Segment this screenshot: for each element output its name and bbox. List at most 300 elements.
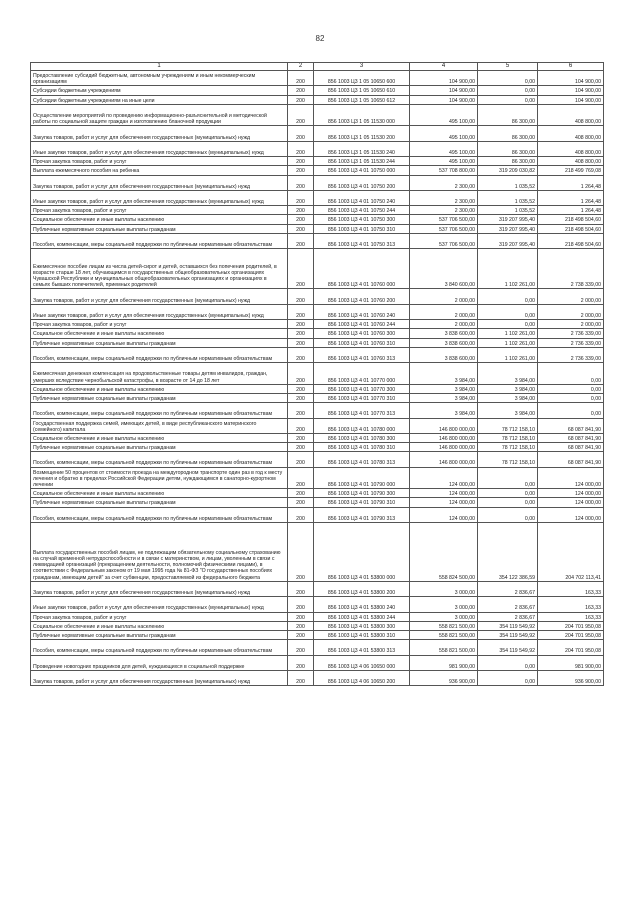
cell-grbs: 200: [288, 141, 314, 156]
cell-grbs: 200: [288, 175, 314, 190]
cell-name: Прочая закупка товаров, работ и услуг: [31, 612, 288, 621]
cell-grbs: 200: [288, 206, 314, 215]
cell-remainder: 124 000,00: [538, 489, 604, 498]
cell-remainder: 124 000,00: [538, 467, 604, 489]
table-row: [31, 489, 604, 498]
cell-executed: 86 300,00: [478, 157, 538, 166]
table-row: [31, 655, 604, 670]
cell-name: Прочая закупка товаров, работ и услуг: [31, 320, 288, 329]
cell-plan: 104 900,00: [410, 71, 478, 86]
cell-name: Осуществление мероприятий по проведению информационно-разъяснительной и методической работы по социальной защите граждан и изготовлению бланочной продукции: [31, 104, 288, 126]
cell-executed: 0,00: [478, 320, 538, 329]
cell-remainder: 0,00: [538, 363, 604, 385]
cell-code: 856 1003 Ц3 1 05 10650 600: [314, 71, 410, 86]
cell-code: 856 1003 Ц3 4 01 10750 300: [314, 215, 410, 224]
cell-name: Социальное обеспечение и иные выплаты населению: [31, 384, 288, 393]
cell-grbs: 200: [288, 215, 314, 224]
table-row: [31, 467, 604, 489]
cell-plan: 3 984,00: [410, 384, 478, 393]
cell-code: 856 1003 Ц3 4 01 10780 300: [314, 433, 410, 442]
cell-plan: 495 100,00: [410, 157, 478, 166]
cell-plan: 495 100,00: [410, 126, 478, 141]
cell-executed: 86 300,00: [478, 104, 538, 126]
table-row: [31, 206, 604, 215]
cell-plan: 2 000,00: [410, 289, 478, 304]
header-col-4: 4: [410, 63, 478, 71]
table-row: [31, 498, 604, 507]
cell-remainder: 163,33: [538, 597, 604, 612]
table-row: [31, 175, 604, 190]
cell-plan: 2 300,00: [410, 206, 478, 215]
cell-name: Закупка товаров, работ и услуг для обеспечения государственных (муниципальных) нужд: [31, 670, 288, 685]
cell-remainder: 68 087 841,90: [538, 433, 604, 442]
cell-plan: 124 000,00: [410, 467, 478, 489]
header-col-3: 3: [314, 63, 410, 71]
cell-code: 856 1003 Ц3 4 01 10770 300: [314, 384, 410, 393]
cell-executed: 1 035,52: [478, 175, 538, 190]
cell-plan: 3 984,00: [410, 393, 478, 402]
cell-name: Возмещение 50 процентов от стоимости проезда на междугородном транспорте один раз в год к месту лечения и обратно в пределах Российской Федерации детям, нуждающимся в санаторно-курортном лечении: [31, 467, 288, 489]
cell-plan: 3 984,00: [410, 403, 478, 418]
cell-grbs: 200: [288, 384, 314, 393]
cell-executed: 0,00: [478, 289, 538, 304]
cell-code: 856 1003 Ц3 4 01 10790 000: [314, 467, 410, 489]
cell-code: 856 1003 Ц3 4 06 10650 000: [314, 655, 410, 670]
cell-grbs: 200: [288, 581, 314, 596]
cell-plan: 558 821 500,00: [410, 621, 478, 630]
cell-grbs: 200: [288, 157, 314, 166]
table-row: [31, 71, 604, 86]
table-row: [31, 452, 604, 467]
header-col-2: 2: [288, 63, 314, 71]
cell-plan: 3 000,00: [410, 581, 478, 596]
cell-name: Закупка товаров, работ и услуг для обеспечения государственных (муниципальных) нужд: [31, 581, 288, 596]
cell-name: Публичные нормативные социальные выплаты гражданам: [31, 338, 288, 347]
table-row: [31, 523, 604, 582]
cell-code: 856 1003 Ц3 4 01 10790 310: [314, 498, 410, 507]
cell-plan: 3 000,00: [410, 612, 478, 621]
cell-name: Публичные нормативные социальные выплаты гражданам: [31, 443, 288, 452]
cell-remainder: 1 264,48: [538, 190, 604, 205]
cell-plan: 3 840 600,00: [410, 249, 478, 289]
table-row: [31, 126, 604, 141]
cell-executed: 3 984,00: [478, 384, 538, 393]
cell-code: 856 1003 Ц3 1 05 11530 200: [314, 126, 410, 141]
cell-remainder: 218 498 504,60: [538, 224, 604, 233]
page-number: 82: [315, 34, 325, 43]
cell-grbs: 200: [288, 670, 314, 685]
cell-plan: 146 800 000,00: [410, 443, 478, 452]
cell-remainder: 68 087 841,90: [538, 418, 604, 433]
cell-plan: 537 706 500,00: [410, 215, 478, 224]
table-row: [31, 597, 604, 612]
cell-code: 856 1003 Ц3 4 01 53800 240: [314, 597, 410, 612]
cell-grbs: 200: [288, 86, 314, 95]
cell-name: Публичные нормативные социальные выплаты гражданам: [31, 393, 288, 402]
cell-remainder: 936 900,00: [538, 670, 604, 685]
cell-name: Субсидии бюджетным учреждениям на иные цели: [31, 95, 288, 104]
cell-name: Иные закупки товаров, работ и услуг для обеспечения государственных (муниципальных) нужд: [31, 304, 288, 319]
cell-remainder: 163,33: [538, 612, 604, 621]
cell-plan: 146 800 000,00: [410, 452, 478, 467]
cell-executed: 3 984,00: [478, 393, 538, 402]
table-row: [31, 224, 604, 233]
cell-grbs: 200: [288, 631, 314, 640]
cell-grbs: 200: [288, 418, 314, 433]
cell-name: Социальное обеспечение и иные выплаты населению: [31, 329, 288, 338]
cell-name: Социальное обеспечение и иные выплаты населению: [31, 433, 288, 442]
header-col-1: 1: [31, 63, 288, 71]
cell-name: Прочая закупка товаров, работ и услуг: [31, 206, 288, 215]
table-row: [31, 329, 604, 338]
cell-grbs: 200: [288, 489, 314, 498]
budget-execution-table: [30, 62, 604, 686]
cell-remainder: 2 738 339,00: [538, 249, 604, 289]
table-row: [31, 612, 604, 621]
cell-plan: 3 838 600,00: [410, 329, 478, 338]
cell-grbs: 200: [288, 329, 314, 338]
cell-code: 856 1003 Ц3 4 01 10750 310: [314, 224, 410, 233]
cell-plan: 981 900,00: [410, 655, 478, 670]
cell-grbs: 200: [288, 403, 314, 418]
cell-name: Пособия, компенсации, меры социальной поддержки по публичным нормативным обязательствам: [31, 452, 288, 467]
cell-executed: 0,00: [478, 489, 538, 498]
cell-code: 856 1003 Ц3 4 01 53800 300: [314, 621, 410, 630]
cell-plan: 2 000,00: [410, 304, 478, 319]
cell-remainder: 204 701 950,08: [538, 631, 604, 640]
cell-remainder: 981 900,00: [538, 655, 604, 670]
cell-code: 856 1003 Ц3 1 05 11530 244: [314, 157, 410, 166]
cell-executed: 2 836,67: [478, 581, 538, 596]
table-row: [31, 95, 604, 104]
cell-executed: 0,00: [478, 467, 538, 489]
cell-remainder: 2 736 339,00: [538, 338, 604, 347]
cell-remainder: 68 087 841,90: [538, 452, 604, 467]
cell-remainder: 104 900,00: [538, 71, 604, 86]
cell-code: 856 1003 Ц3 4 01 53800 313: [314, 640, 410, 655]
cell-name: Выплата государственных пособий лицам, не подлежащим обязательному социальному страхованию на случай временной нетрудоспособности и в связи с материнством, и лицам, уволенным в связи с ликвидацией организаций (прекращением деятельности, полномочий физическими лицами), в соответствии с Федеральным законом от 19 мая 1995 года № 81-ФЗ "О государственных пособиях гражданам, имеющим детей" за счет субвенции, предоставляемой из федерального бюджета: [31, 523, 288, 582]
cell-code: 856 1003 Ц3 1 05 10650 612: [314, 95, 410, 104]
cell-remainder: 2 000,00: [538, 320, 604, 329]
cell-executed: 354 119 549,92: [478, 640, 538, 655]
cell-plan: 3 984,00: [410, 363, 478, 385]
cell-grbs: 200: [288, 498, 314, 507]
cell-name: Иные закупки товаров, работ и услуг для обеспечения государственных (муниципальных) нужд: [31, 597, 288, 612]
cell-name: Социальное обеспечение и иные выплаты населению: [31, 215, 288, 224]
table-row: [31, 363, 604, 385]
cell-code: 856 1003 Ц3 4 01 10760 313: [314, 347, 410, 362]
cell-plan: 558 824 500,00: [410, 523, 478, 582]
cell-remainder: 0,00: [538, 403, 604, 418]
cell-executed: 0,00: [478, 498, 538, 507]
cell-remainder: 408 800,00: [538, 126, 604, 141]
table-row: [31, 338, 604, 347]
cell-remainder: 408 800,00: [538, 157, 604, 166]
cell-executed: 0,00: [478, 655, 538, 670]
cell-executed: 78 712 158,10: [478, 433, 538, 442]
cell-name: Проведение новогодних праздников для детей, нуждающихся в социальной поддержке: [31, 655, 288, 670]
table-row: [31, 166, 604, 175]
cell-executed: 0,00: [478, 95, 538, 104]
cell-grbs: 200: [288, 452, 314, 467]
cell-code: 856 1003 Ц3 4 01 10750 313: [314, 233, 410, 248]
cell-code: 856 1003 Ц3 4 01 10750 244: [314, 206, 410, 215]
cell-executed: 1 035,52: [478, 190, 538, 205]
table-row: [31, 190, 604, 205]
cell-remainder: 408 800,00: [538, 104, 604, 126]
cell-executed: 2 836,67: [478, 597, 538, 612]
cell-grbs: 200: [288, 249, 314, 289]
cell-code: 856 1003 Ц3 4 01 10760 240: [314, 304, 410, 319]
cell-code: 856 1003 Ц3 4 01 10790 300: [314, 489, 410, 498]
cell-grbs: 200: [288, 393, 314, 402]
cell-code: 856 1003 Ц3 4 01 10770 000: [314, 363, 410, 385]
cell-plan: 2 300,00: [410, 175, 478, 190]
cell-remainder: 0,00: [538, 384, 604, 393]
cell-executed: 2 836,67: [478, 612, 538, 621]
cell-plan: 2 000,00: [410, 320, 478, 329]
cell-remainder: 124 000,00: [538, 498, 604, 507]
cell-plan: 2 300,00: [410, 190, 478, 205]
cell-remainder: 1 264,48: [538, 175, 604, 190]
cell-name: Пособия, компенсации, меры социальной поддержки по публичным нормативным обязательствам: [31, 347, 288, 362]
cell-grbs: 200: [288, 338, 314, 347]
cell-plan: 558 821 500,00: [410, 640, 478, 655]
cell-grbs: 200: [288, 104, 314, 126]
cell-plan: 124 000,00: [410, 498, 478, 507]
cell-plan: 3 838 600,00: [410, 338, 478, 347]
cell-code: 856 1003 Ц3 4 01 10780 310: [314, 443, 410, 452]
cell-executed: 3 984,00: [478, 363, 538, 385]
cell-name: Закупка товаров, работ и услуг для обеспечения государственных (муниципальных) нужд: [31, 289, 288, 304]
cell-code: 856 1003 Ц3 4 01 53800 310: [314, 631, 410, 640]
cell-grbs: 200: [288, 126, 314, 141]
table-row: [31, 384, 604, 393]
cell-name: Публичные нормативные социальные выплаты гражданам: [31, 631, 288, 640]
table-row: [31, 393, 604, 402]
cell-grbs: 200: [288, 612, 314, 621]
cell-code: 856 1003 Ц3 1 05 11530 240: [314, 141, 410, 156]
cell-executed: 0,00: [478, 670, 538, 685]
cell-name: Иные закупки товаров, работ и услуг для обеспечения государственных (муниципальных) нужд: [31, 190, 288, 205]
cell-executed: 354 122 386,59: [478, 523, 538, 582]
table-row: [31, 104, 604, 126]
cell-grbs: 200: [288, 621, 314, 630]
table-row: [31, 507, 604, 522]
cell-plan: 146 800 000,00: [410, 433, 478, 442]
cell-remainder: 218 498 504,60: [538, 215, 604, 224]
cell-grbs: 200: [288, 443, 314, 452]
cell-name: Пособия, компенсации, меры социальной поддержки по публичным нормативным обязательствам: [31, 233, 288, 248]
cell-grbs: 200: [288, 71, 314, 86]
cell-code: 856 1003 Ц3 4 01 10750 000: [314, 166, 410, 175]
cell-remainder: 124 000,00: [538, 507, 604, 522]
table-row: [31, 403, 604, 418]
cell-plan: 146 800 000,00: [410, 418, 478, 433]
cell-name: Ежемесячное пособие лицам из числа детей-сирот и детей, оставшихся без попечения родителей, в возрасте старше 18 лет, обучающимся в государственных общеобразовательных организациях Чувашской Республики и муниципальных общеобразовательных организациях и организациях в семьях бывших попечителей, приемных родителей: [31, 249, 288, 289]
cell-plan: 495 100,00: [410, 141, 478, 156]
cell-code: 856 1003 Ц3 1 05 10650 610: [314, 86, 410, 95]
cell-code: 856 1003 Ц3 4 01 10780 313: [314, 452, 410, 467]
table-row: [31, 215, 604, 224]
cell-grbs: 200: [288, 224, 314, 233]
cell-grbs: 200: [288, 433, 314, 442]
cell-name: Публичные нормативные социальные выплаты гражданам: [31, 224, 288, 233]
cell-executed: 354 119 549,92: [478, 621, 538, 630]
cell-executed: 0,00: [478, 507, 538, 522]
cell-name: Пособия, компенсации, меры социальной поддержки по публичным нормативным обязательствам: [31, 507, 288, 522]
cell-executed: 0,00: [478, 304, 538, 319]
cell-executed: 3 984,00: [478, 403, 538, 418]
cell-remainder: 2 736 339,00: [538, 329, 604, 338]
cell-executed: 1 102 261,00: [478, 249, 538, 289]
table-row: [31, 320, 604, 329]
cell-grbs: 200: [288, 363, 314, 385]
cell-executed: 78 712 158,10: [478, 418, 538, 433]
cell-executed: 354 119 549,92: [478, 631, 538, 640]
header-col-6: 6: [538, 63, 604, 71]
cell-name: Выплата ежемесячного пособия на ребенка: [31, 166, 288, 175]
cell-code: 856 1003 Ц3 4 01 10760 200: [314, 289, 410, 304]
cell-executed: 319 207 995,40: [478, 224, 538, 233]
cell-code: 856 1003 Ц3 1 05 11530 000: [314, 104, 410, 126]
cell-code: 856 1003 Ц3 4 01 10790 313: [314, 507, 410, 522]
cell-name: Государственная поддержка семей, имеющих детей, в виде республиканского материнского (семейного) капитала: [31, 418, 288, 433]
cell-grbs: 200: [288, 597, 314, 612]
cell-remainder: 1 264,48: [538, 206, 604, 215]
cell-name: Закупка товаров, работ и услуг для обеспечения государственных (муниципальных) нужд: [31, 175, 288, 190]
cell-grbs: 200: [288, 347, 314, 362]
cell-code: 856 1003 Ц3 4 06 10650 200: [314, 670, 410, 685]
cell-name: Пособия, компенсации, меры социальной поддержки по публичным нормативным обязательствам: [31, 403, 288, 418]
cell-plan: 104 900,00: [410, 86, 478, 95]
table-row: [31, 233, 604, 248]
cell-code: 856 1003 Ц3 4 01 10760 000: [314, 249, 410, 289]
cell-name: Социальное обеспечение и иные выплаты населению: [31, 489, 288, 498]
table-row: [31, 289, 604, 304]
cell-plan: 537 706 500,00: [410, 224, 478, 233]
cell-grbs: 200: [288, 655, 314, 670]
cell-name: Публичные нормативные социальные выплаты гражданам: [31, 498, 288, 507]
cell-plan: 3 838 600,00: [410, 347, 478, 362]
cell-code: 856 1003 Ц3 4 01 10770 310: [314, 393, 410, 402]
table-row: [31, 581, 604, 596]
cell-executed: 86 300,00: [478, 126, 538, 141]
cell-executed: 319 207 995,40: [478, 215, 538, 224]
cell-code: 856 1003 Ц3 4 01 10760 310: [314, 338, 410, 347]
cell-name: Ежемесячная денежная компенсация на продовольственные товары детям инвалидов, граждан, умерших вследствие чернобыльской катастрофы, в возрасте от 14 до 18 лет: [31, 363, 288, 385]
table-row: [31, 418, 604, 433]
cell-executed: 319 207 995,40: [478, 233, 538, 248]
table-row: [31, 86, 604, 95]
table-row: [31, 621, 604, 630]
cell-name: Социальное обеспечение и иные выплаты населению: [31, 621, 288, 630]
cell-plan: 558 821 500,00: [410, 631, 478, 640]
cell-grbs: 200: [288, 289, 314, 304]
cell-grbs: 200: [288, 523, 314, 582]
cell-name: Предоставление субсидий бюджетным, автономным учреждениям и иным некоммерческим организациям: [31, 71, 288, 86]
table-row: [31, 157, 604, 166]
cell-executed: 1 102 261,00: [478, 329, 538, 338]
cell-remainder: 218 498 504,60: [538, 233, 604, 248]
cell-remainder: 2 000,00: [538, 289, 604, 304]
cell-remainder: 0,00: [538, 393, 604, 402]
cell-code: 856 1003 Ц3 4 01 10750 240: [314, 190, 410, 205]
cell-grbs: 200: [288, 304, 314, 319]
cell-executed: 0,00: [478, 71, 538, 86]
cell-remainder: 68 087 841,90: [538, 443, 604, 452]
cell-remainder: 104 900,00: [538, 95, 604, 104]
cell-plan: 124 000,00: [410, 507, 478, 522]
cell-remainder: 408 800,00: [538, 141, 604, 156]
cell-executed: 0,00: [478, 86, 538, 95]
cell-code: 856 1003 Ц3 4 01 53800 200: [314, 581, 410, 596]
cell-executed: 78 712 158,10: [478, 452, 538, 467]
cell-remainder: 2 736 339,00: [538, 347, 604, 362]
cell-executed: 1 102 261,00: [478, 338, 538, 347]
cell-plan: 124 000,00: [410, 489, 478, 498]
cell-remainder: 163,33: [538, 581, 604, 596]
cell-code: 856 1003 Ц3 4 01 10760 300: [314, 329, 410, 338]
table-row: [31, 640, 604, 655]
table-row: [31, 670, 604, 685]
cell-plan: 495 100,00: [410, 104, 478, 126]
cell-plan: 537 708 800,00: [410, 166, 478, 175]
cell-remainder: 204 701 950,08: [538, 640, 604, 655]
cell-code: 856 1003 Ц3 4 01 10780 000: [314, 418, 410, 433]
cell-name: Прочая закупка товаров, работ и услуг: [31, 157, 288, 166]
cell-grbs: 200: [288, 467, 314, 489]
table-row: [31, 141, 604, 156]
table-row: [31, 443, 604, 452]
cell-name: Субсидии бюджетным учреждениям: [31, 86, 288, 95]
cell-executed: 86 300,00: [478, 141, 538, 156]
cell-grbs: 200: [288, 320, 314, 329]
cell-remainder: 104 900,00: [538, 86, 604, 95]
cell-grbs: 200: [288, 640, 314, 655]
cell-plan: 3 000,00: [410, 597, 478, 612]
cell-code: 856 1003 Ц3 4 01 10760 244: [314, 320, 410, 329]
table-row: [31, 433, 604, 442]
cell-code: 856 1003 Ц3 4 01 53800 000: [314, 523, 410, 582]
cell-executed: 1 035,52: [478, 206, 538, 215]
cell-plan: 104 900,00: [410, 95, 478, 104]
table-row: [31, 304, 604, 319]
cell-remainder: 218 499 769,08: [538, 166, 604, 175]
table-row: [31, 347, 604, 362]
cell-code: 856 1003 Ц3 4 01 10770 313: [314, 403, 410, 418]
cell-code: 856 1003 Ц3 4 01 53800 244: [314, 612, 410, 621]
header-col-5: 5: [478, 63, 538, 71]
cell-name: Закупка товаров, работ и услуг для обеспечения государственных (муниципальных) нужд: [31, 126, 288, 141]
cell-grbs: 200: [288, 507, 314, 522]
cell-plan: 537 706 500,00: [410, 233, 478, 248]
cell-remainder: 204 701 950,08: [538, 621, 604, 630]
cell-code: 856 1003 Ц3 4 01 10750 200: [314, 175, 410, 190]
cell-grbs: 200: [288, 166, 314, 175]
cell-grbs: 200: [288, 95, 314, 104]
cell-name: Пособия, компенсации, меры социальной поддержки по публичным нормативным обязательствам: [31, 640, 288, 655]
cell-executed: 78 712 158,10: [478, 443, 538, 452]
cell-grbs: 200: [288, 233, 314, 248]
cell-remainder: 204 702 113,41: [538, 523, 604, 582]
cell-plan: 936 900,00: [410, 670, 478, 685]
table-row: [31, 631, 604, 640]
table-header-row: [31, 63, 604, 71]
cell-grbs: 200: [288, 190, 314, 205]
cell-name: Иные закупки товаров, работ и услуг для обеспечения государственных (муниципальных) нужд: [31, 141, 288, 156]
cell-executed: 1 102 261,00: [478, 347, 538, 362]
